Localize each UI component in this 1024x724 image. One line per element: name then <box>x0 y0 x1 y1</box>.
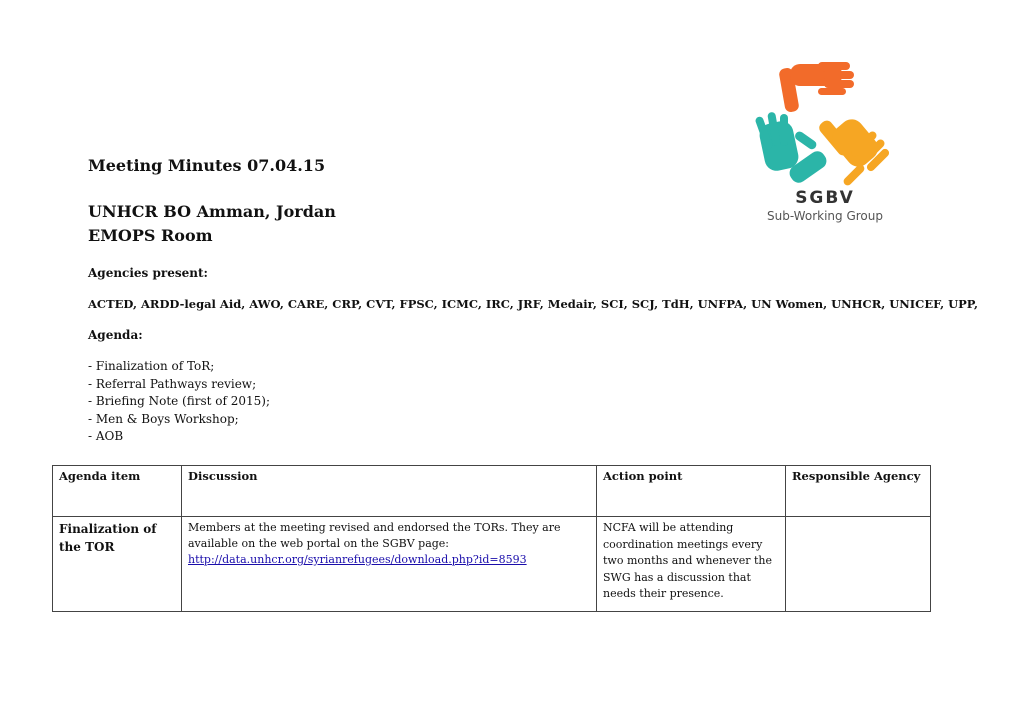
agenda-item: - AOB <box>88 429 124 443</box>
cell-agenda-item: Finalization of the TOR <box>53 517 182 612</box>
location-line-1: UNHCR BO Amman, Jordan <box>88 202 336 221</box>
discussion-text: Members at the meeting revised and endorsed the TORs. They are available on the web portal on the SGBV page: <box>188 521 561 550</box>
agencies-list: ACTED, ARDD-legal Aid, AWO, CARE, CRP, CVT, FPSC, ICMC, IRC, JRF, Medair, SCI, SCJ, TdH, UNFPA, UN Women, UNHCR, UNICEF, UPP, <box>88 297 978 311</box>
tor-download-link[interactable]: http://data.unhcr.org/syrianrefugees/download.php?id=8593 <box>188 553 527 566</box>
header-responsible-agency: Responsible Agency <box>786 466 931 517</box>
cell-discussion <box>182 517 597 612</box>
table-row <box>53 517 931 612</box>
agenda-label: Agenda: <box>88 328 143 342</box>
header-action-point: Action point <box>597 466 786 517</box>
agenda-list <box>88 358 270 446</box>
header-agenda-item: Agenda item <box>53 466 182 517</box>
location-line-2: EMOPS Room <box>88 226 213 245</box>
logo-title: SGBV <box>795 188 855 208</box>
agenda-item: - Briefing Note (first of 2015); <box>88 394 271 408</box>
minutes-table <box>52 465 931 612</box>
agenda-item: - Men & Boys Workshop; <box>88 411 239 426</box>
table-header-row <box>53 466 931 517</box>
page-title: Meeting Minutes 07.04.15 <box>88 156 326 175</box>
agencies-label: Agencies present: <box>88 266 208 280</box>
cell-responsible-agency <box>786 517 931 612</box>
cell-action-point: NCFA will be attending coordination meetings every two months and whenever the SWG has a discussion that needs their presence. <box>597 517 786 612</box>
agenda-item: - Finalization of ToR; <box>88 359 215 373</box>
header-discussion: Discussion <box>182 466 597 517</box>
agenda-item: - Referral Pathways review; <box>88 376 257 391</box>
logo-subtitle: Sub-Working Group <box>767 209 883 223</box>
